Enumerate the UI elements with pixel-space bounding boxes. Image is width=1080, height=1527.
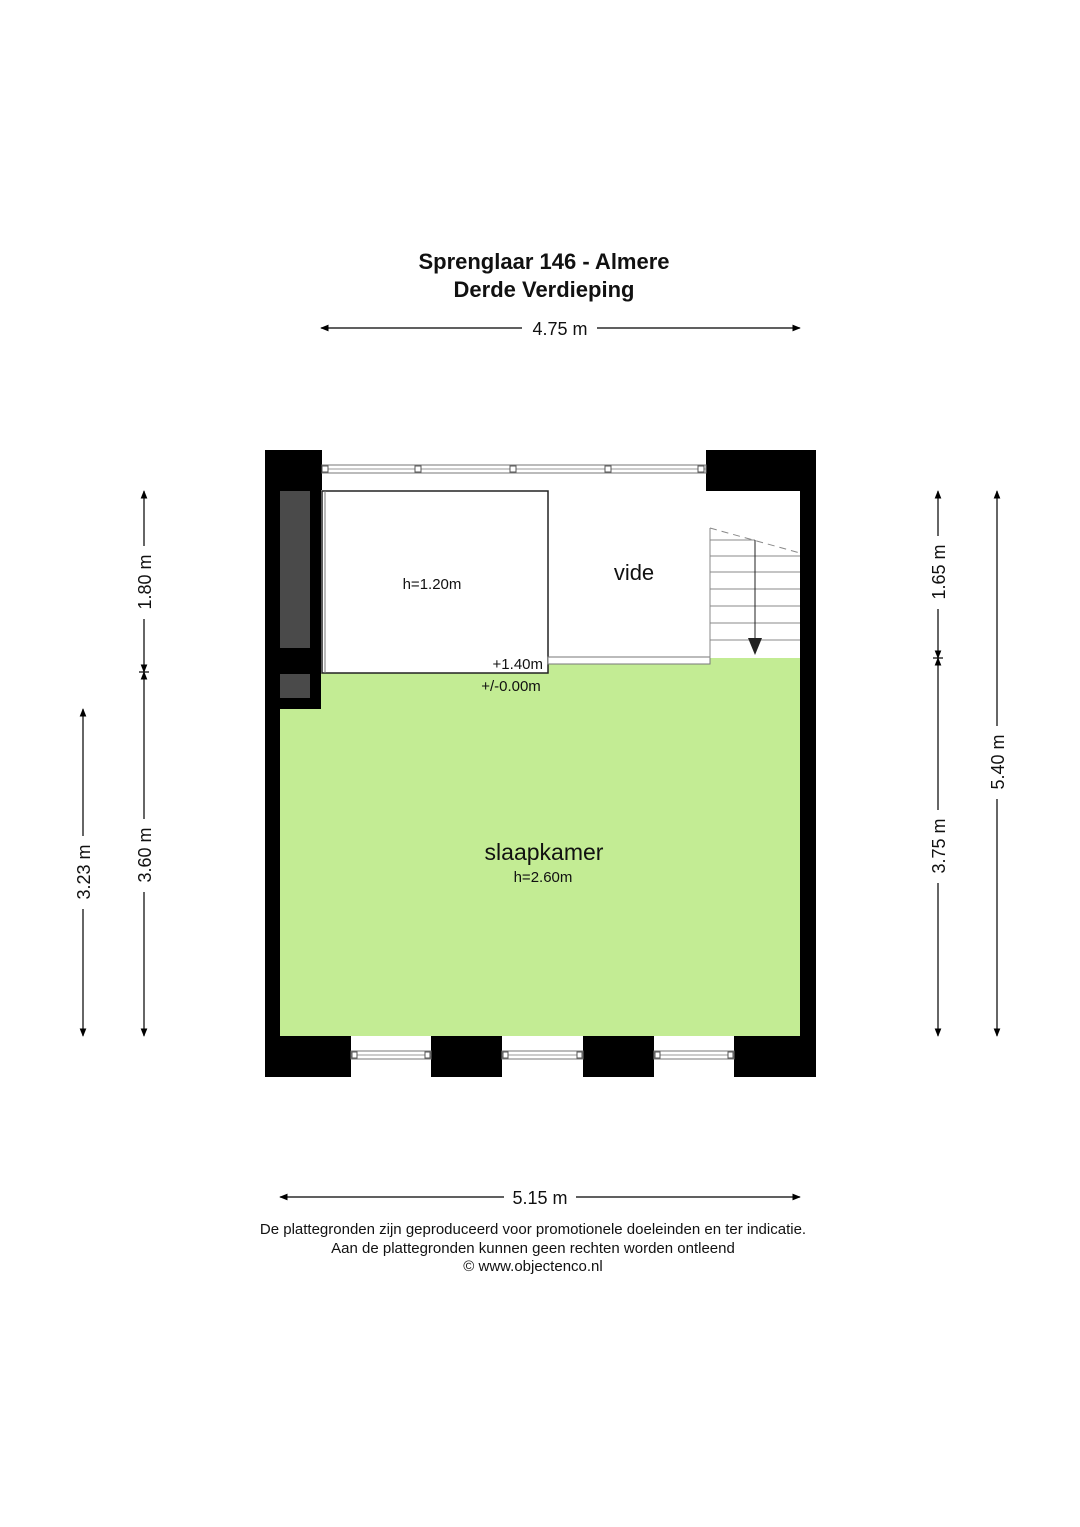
disclaimer-line-1: De plattegronden zijn geproduceerd voor promotionele doeleinden en ter indicatie. (259, 1221, 807, 1238)
dim-left-outer: 3.23 m (74, 844, 94, 900)
vide-label: vide (613, 560, 655, 585)
bottom-wall-1 (265, 1036, 351, 1077)
bedroom-label: slaapkamer (484, 839, 604, 865)
bottom-wall-3 (583, 1036, 654, 1077)
stair-direction-arrow (748, 638, 762, 655)
cabinet-upper (280, 491, 310, 648)
level-upper-label: +1.40m (492, 656, 543, 673)
bottom-wall-4 (734, 1036, 816, 1077)
copyright-line: © www.objectenco.nl (463, 1258, 603, 1275)
dim-left-lower: 3.60 m (135, 827, 155, 883)
bottom-wall-2 (431, 1036, 502, 1077)
dim-right-total: 5.40 m (988, 734, 1008, 790)
plan-title: Sprenglaar 146 - Almere (418, 249, 670, 274)
bedroom-height-label: h=2.60m (513, 869, 573, 886)
storage-height-label: h=1.20m (402, 576, 462, 593)
top-right-wall (706, 450, 816, 491)
top-left-wall (265, 450, 322, 490)
right-wall (800, 450, 816, 1077)
dim-right-lower: 3.75 m (929, 818, 949, 874)
cabinet-lower (280, 674, 310, 698)
top-window (322, 465, 706, 473)
bottom-windows (351, 1051, 734, 1059)
disclaimer-line-2: Aan de plattegronden kunnen geen rechten worden ontleend (331, 1240, 735, 1257)
railing (548, 657, 710, 664)
dim-bottom-width: 5.15 m (512, 1188, 568, 1208)
level-floor-label: +/-0.00m (481, 678, 541, 695)
dim-left-upper: 1.80 m (135, 554, 155, 610)
dim-top-width: 4.75 m (532, 319, 588, 339)
floor-name: Derde Verdieping (453, 277, 635, 302)
dim-right-upper: 1.65 m (929, 544, 949, 600)
